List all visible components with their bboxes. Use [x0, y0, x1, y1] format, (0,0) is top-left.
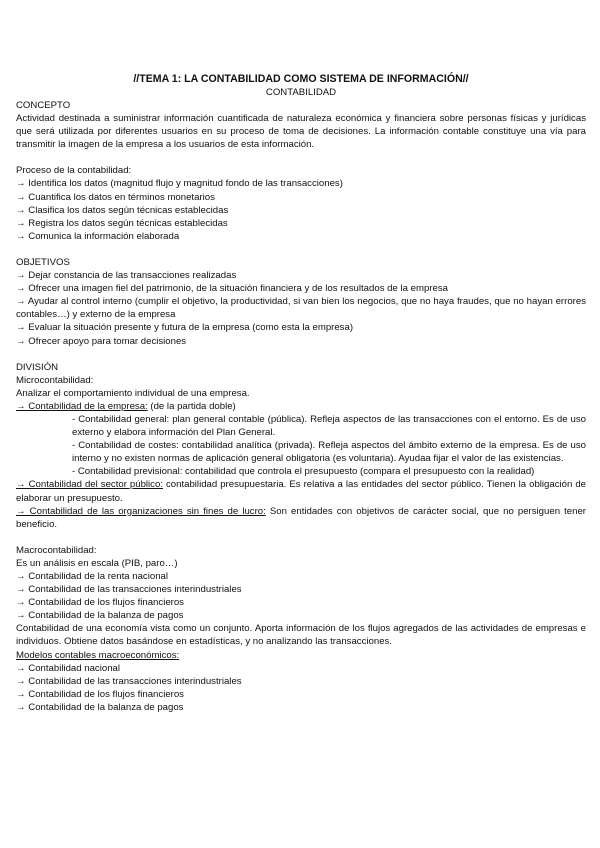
modelos-item: → Contabilidad de las transacciones interindustriales — [16, 675, 242, 687]
concepto-text: Actividad destinada a suministrar información cuantificada de naturaleza económica y financiera sobre personas físicas y jurídicas que será utilizada por diferentes usuarios en su proceso de toma de decisiones. La información contable constituye una vía para transmitir la imagen de la empresa a los usuarios de esta información. — [16, 113, 586, 151]
sinlucro-rest: Son entidades con objetivos de carácter social, que no persiguen tener beneficio. — [16, 505, 586, 530]
macro-item: → Contabilidad de los flujos financieros — [16, 597, 184, 609]
page-subtitle: CONTABILIDAD — [265, 87, 337, 98]
publico-rest: contabilidad presupuestaria. Es relativa a las entidades del sector público. Tienen la obligación de elaborar un presupuesto. — [16, 479, 586, 504]
spacer — [16, 243, 586, 256]
proceso-item: → Comunica la información elaborada — [16, 230, 180, 242]
empresa-label: → Contabilidad de la empresa: — [16, 400, 148, 412]
macro-text: Contabilidad de una economía vista como un conjunto. Aporta información de los flujos agregados de las actividades de empresas e individuos. Obtiene datos basándose en estadísticas, y no analizando las transacciones. — [16, 623, 586, 648]
objetivos-item: → Ofrecer apoyo para tomar decisiones — [16, 335, 187, 347]
empresa-rest: (de la partida doble) — [147, 400, 236, 412]
modelos-item: → Contabilidad de los flujos financieros — [16, 688, 184, 700]
spacer — [16, 348, 586, 361]
micro-heading: Microcontabilidad: — [16, 374, 94, 386]
sinlucro-line — [16, 505, 586, 531]
objetivos-item: → Evaluar la situación presente y futura de la empresa (como esta la empresa) — [16, 322, 354, 334]
publico-line — [16, 478, 586, 504]
proceso-item: → Clasifica los datos según técnicas establecidas — [16, 204, 229, 216]
objetivos-item: → Ofrecer una imagen fiel del patrimonio, de la situación financiera y de los resultados de la empresa — [16, 283, 448, 295]
publico-label: → Contabilidad del sector público: — [16, 479, 163, 491]
proceso-item: → Registra los datos según técnicas establecidas — [16, 217, 228, 229]
macro-intro: Es un análisis en escala (PIB, paro…) — [16, 557, 178, 569]
macro-item: → Contabilidad de las transacciones interindustriales — [16, 584, 242, 596]
proceso-heading: Proceso de la contabilidad: — [16, 165, 132, 177]
modelos-heading: Modelos contables macroeconómicos: — [16, 649, 180, 661]
objetivos-item: → Ayudar al control interno (cumplir el objetivo, la productividad, si van bien los negocios, que no haya fraudes, que no hayan errores contables…) y externo de la empresa — [16, 296, 586, 321]
concepto-heading: CONCEPTO — [16, 100, 71, 111]
proceso-item: → Cuantifica los datos en términos monetarios — [16, 191, 215, 203]
spacer — [16, 151, 586, 164]
macro-item: → Contabilidad de la renta nacional — [16, 571, 169, 582]
sinlucro-label: → Contabilidad de las organizaciones sin fines de lucro: — [16, 505, 266, 517]
sub-item-previsional: - Contabilidad previsional: contabilidad que controla el presupuesto (compara el presupuesto con la realidad) — [72, 466, 535, 478]
sub-item-costes: - Contabilidad de costes: contabilidad analítica (privada). Refleja aspectos del ámbito externo de la empresa. Es de uso interno y no existen normas de aplicación general obligatoria (es voluntaria). Ayudaa fijar el valor de las existencias. — [72, 440, 586, 465]
macro-heading: Macrocontabilidad: — [16, 544, 97, 556]
objetivos-item: → Dejar constancia de las transacciones realizadas — [16, 270, 237, 282]
micro-intro: Analizar el comportamiento individual de una empresa. — [16, 387, 250, 399]
division-heading: DIVISIÓN — [16, 361, 59, 373]
objetivos-heading: OBJETIVOS — [16, 256, 70, 268]
modelos-item: → Contabilidad de la balanza de pagos — [16, 701, 184, 713]
proceso-item: → Identifica los datos (magnitud flujo y magnitud fondo de las transacciones) — [16, 178, 343, 190]
empresa-line — [16, 400, 586, 413]
page-title: //TEMA 1: LA CONTABILIDAD COMO SISTEMA DE INFORMACIÓN// — [133, 73, 469, 85]
modelos-item: → Contabilidad nacional — [16, 662, 120, 674]
sub-item-general: - Contabilidad general: plan general contable (pública). Refleja aspectos de las transacciones con el entorno. Es de uso externo y elabora información del Plan General. — [72, 413, 586, 439]
spacer — [16, 531, 586, 544]
document-page — [16, 72, 586, 714]
macro-item: → Contabilidad de la balanza de pagos — [16, 610, 184, 622]
